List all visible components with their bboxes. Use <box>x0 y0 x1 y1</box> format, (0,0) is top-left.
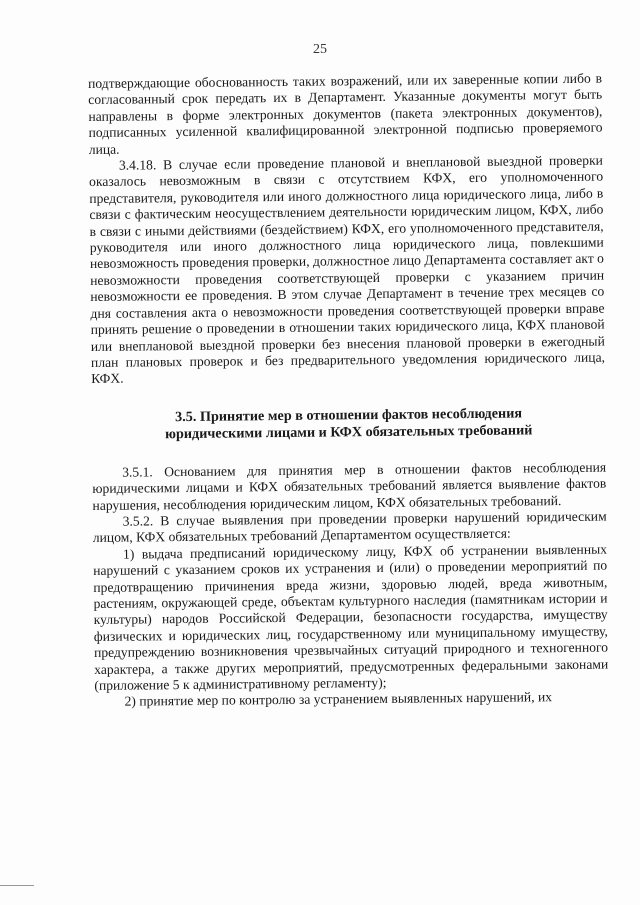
page-number: 25 <box>313 42 327 57</box>
paragraph-3-5-2: 3.5.2. В случае выявления при проведении проверки нарушений юридическим лицом, КФХ обязательных требований Департаментом осуществляется: <box>92 508 607 546</box>
list-item-1: 1) выдача предписаний юридическому лицу, КФХ об устранении выявленных нарушений с указанием сроков их устранения и (или) о проведении мероприятий по предотвращению причинения вреда жизни, здоровью людей, вреда животным, растениям, окружающей среде, объектам культурного наследия (памятникам истории и культуры) народов Российской Федерации, безопасности государства, имуществу физических и юридических лиц, государственному или муниципальному имуществу, предупреждению возникновения чрезвычайных ситуаций природного и техногенного характера, а также других мероприятий, предусмотренных федеральными законами (приложение 5 к административному регламенту); <box>93 541 609 693</box>
section-heading-line-1: 3.5. Принятие мер в отношении фактов несоблюдения <box>175 405 523 425</box>
paragraph-3-4-18: 3.4.18. В случае если проведение плановой и внеплановой выездной проверки оказалось невозможным в связи с отсутствием КФХ, его уполномоченного представителя, руководителя или иного должностного лица юридического лица, либо в связи с фактическим неосуществлением деятельности юридическим лицом, КФХ, либо в связи с иными действиями (бездействием) КФХ, его уполномоченного представителя, руководителя или иного должностного лица юридического лица, повлекшими невозможность проведения проверки, должностное лицо Департамента составляет акт о невозможности проведения соответствующей проверки с указанием причин невозможности ее проведения. В этом случае Департамент в течение трех месяцев со дня составления акта о невозможности проведения соответствующей проверки вправе принять решение о проведении в отношении таких юридического лица, КФХ плановой или внеплановой выездной проверки без внесения плановой проверки в ежегодный план плановых проверок и без предварительного уведомления юридического лица, КФХ. <box>89 152 606 387</box>
paragraph-3-5-1: 3.5.1. Основанием для принятия мер в отношении фактов несоблюдения юридическими лицами и КФХ обязательных требований является выявление фактов нарушения, несоблюдения юридическим лицом, КФХ обязательных требований. <box>92 459 607 513</box>
scan-margin-mark <box>0 885 34 886</box>
section-heading-line-2: юридическими лицами и КФХ обязательных требований <box>165 422 533 442</box>
document-body <box>88 71 609 711</box>
paragraph-documents-submission: подтверждающие обоснованность таких возражений, или их заверенные копии либо в согласованный срок передать их в Департамент. Указанные документы могут быть направлены в форме электронных документов (пакета электронных документов), подписанных усиленной квалифицированной электронной подписью проверяемого лица. <box>88 70 603 157</box>
list-item-2: 2) принятие мер по контролю за устранением выявленных нарушений, их <box>124 689 553 710</box>
section-heading-3-5 <box>91 404 605 443</box>
